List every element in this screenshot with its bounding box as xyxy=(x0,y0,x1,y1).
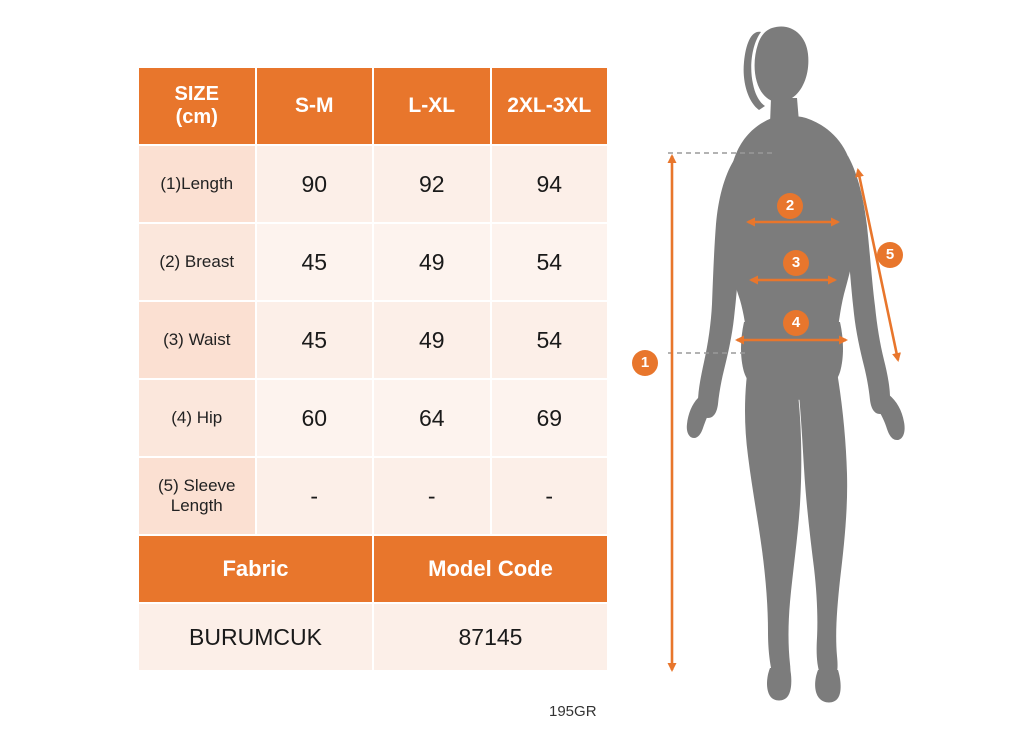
cell-breast-l-xl: 49 xyxy=(373,223,491,301)
table-row xyxy=(138,145,608,223)
table-row xyxy=(138,379,608,457)
table-footer-header-row xyxy=(138,535,608,603)
cell-hip-s-m: 60 xyxy=(256,379,374,457)
header-2xl-3xl: 2XL-3XL xyxy=(491,67,609,145)
marker-badge-5: 5 xyxy=(877,242,903,268)
weight-note: 195GR xyxy=(549,703,597,720)
cell-breast-2xl-3xl: 54 xyxy=(491,223,609,301)
cell-waist-s-m: 45 xyxy=(256,301,374,379)
header-s-m: S-M xyxy=(256,67,374,145)
cell-waist-2xl-3xl: 54 xyxy=(491,301,609,379)
cell-length-s-m: 90 xyxy=(256,145,374,223)
header-model-code: Model Code xyxy=(373,535,608,603)
table-footer-value-row xyxy=(138,603,608,671)
cell-waist-l-xl: 49 xyxy=(373,301,491,379)
row-label-breast: (2) Breast xyxy=(138,223,256,301)
measurement-figure-panel xyxy=(620,10,1020,710)
row-label-sleeve-length xyxy=(138,457,256,535)
size-chart-table xyxy=(137,66,609,672)
table-row xyxy=(138,301,608,379)
header-size-line1: SIZE xyxy=(174,83,219,105)
marker-badge-3: 3 xyxy=(783,250,809,276)
marker-badge-4: 4 xyxy=(783,310,809,336)
cell-model-code-value: 87145 xyxy=(373,603,608,671)
cell-length-2xl-3xl: 94 xyxy=(491,145,609,223)
cell-fabric-value: BURUMCUK xyxy=(138,603,373,671)
row-label-sleeve-line2: Length xyxy=(170,496,223,515)
row-label-sleeve-line1: (5) Sleeve xyxy=(158,475,236,495)
cell-length-l-xl: 92 xyxy=(373,145,491,223)
table-header-row xyxy=(138,67,608,145)
header-size-line2: (cm) xyxy=(175,106,218,128)
header-size-cm xyxy=(138,67,256,145)
row-label-hip: (4) Hip xyxy=(138,379,256,457)
header-fabric: Fabric xyxy=(138,535,373,603)
marker-badge-1: 1 xyxy=(632,350,658,376)
cell-breast-s-m: 45 xyxy=(256,223,374,301)
cell-sleeve-s-m: - xyxy=(256,457,374,535)
cell-hip-l-xl: 64 xyxy=(373,379,491,457)
marker-badge-2: 2 xyxy=(777,193,803,219)
female-silhouette-diagram xyxy=(620,10,1020,710)
header-l-xl: L-XL xyxy=(373,67,491,145)
row-label-length: (1)Length xyxy=(138,145,256,223)
table-row xyxy=(138,223,608,301)
table-row xyxy=(138,457,608,535)
cell-sleeve-2xl-3xl: - xyxy=(491,457,609,535)
row-label-waist: (3) Waist xyxy=(138,301,256,379)
silhouette-shape xyxy=(687,26,905,702)
cell-hip-2xl-3xl: 69 xyxy=(491,379,609,457)
cell-sleeve-l-xl: - xyxy=(373,457,491,535)
